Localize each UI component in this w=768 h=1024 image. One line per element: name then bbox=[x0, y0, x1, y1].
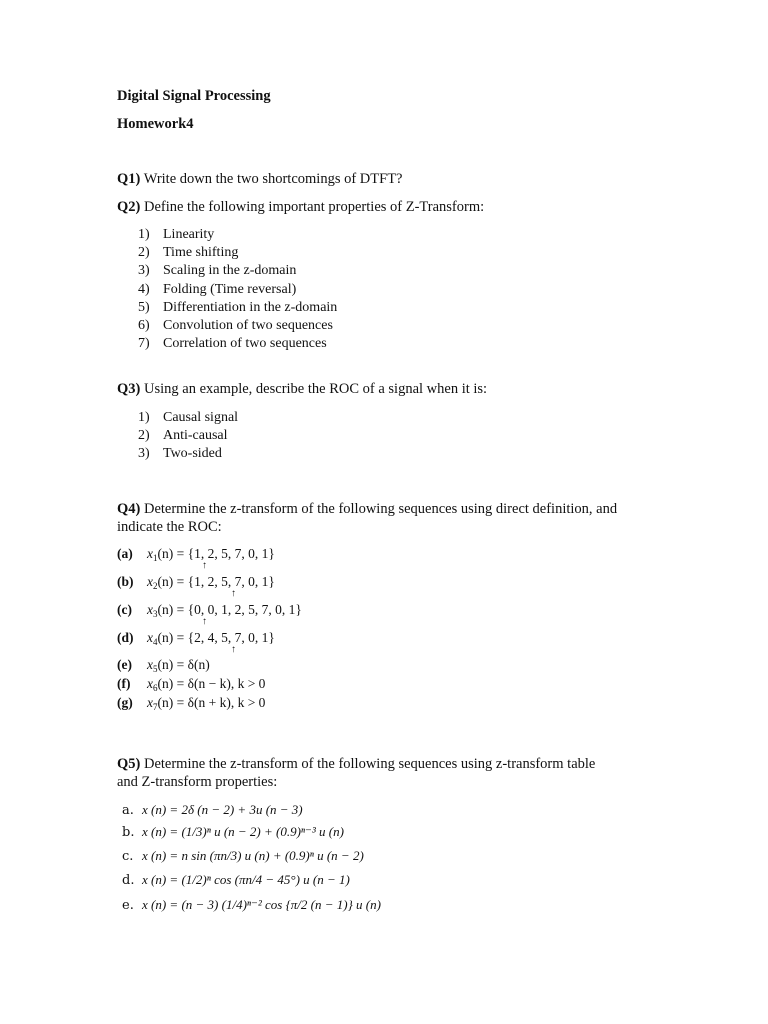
list-item: 6) Convolution of two sequences bbox=[138, 317, 333, 333]
list-item: 5) Differentiation in the z-domain bbox=[138, 299, 338, 315]
sequence-g: (g) $x_7(n) = \delta(n + k)$, k > 0 bbox=[117, 695, 266, 712]
sequence-e: (e) $x_5(n) = \delta(n)$ bbox=[117, 657, 210, 674]
question-2-text: Define the following important properties of Z-Transform: bbox=[140, 199, 485, 215]
sequence-f: (f) $x_6(n) = \delta(n - k)$, k > 0 bbox=[117, 676, 266, 693]
expression-d: d. x (n) = (1/2)ⁿ cos (πn/4 − 45°) u (n − 1) bbox=[122, 872, 350, 888]
list-item: 7) Correlation of two sequences bbox=[138, 336, 327, 352]
list-item: 3) Two-sided bbox=[138, 446, 222, 462]
question-3-list bbox=[138, 409, 338, 464]
list-item: 1) Causal signal bbox=[138, 410, 239, 425]
origin-arrow-icon: ↑ bbox=[202, 616, 207, 627]
question-5-text-line2: and Z-transform properties: bbox=[117, 774, 278, 790]
question-4 bbox=[117, 501, 617, 518]
question-2-list bbox=[138, 226, 398, 353]
sequence-a: (a) $x_1(n) = \{1$, 2, 5, 7, 0, 1} bbox=[117, 546, 275, 563]
sequence-d: (d) $x_4(n) = \{2$, 4, 5, 7, 0, 1} bbox=[117, 630, 275, 647]
question-4-label: Q4) bbox=[117, 501, 141, 517]
list-item: 3) Scaling in the z-domain bbox=[138, 263, 297, 279]
course-title: Digital Signal Processing bbox=[117, 88, 271, 104]
list-item: 1) Linearity bbox=[138, 227, 215, 242]
list-item: 2) Time shifting bbox=[138, 245, 239, 261]
expression-b: b. x (n) = (1/3)ⁿ u (n − 2) + (0.9)ⁿ⁻³ u (n) bbox=[122, 824, 344, 840]
list-item: 2) Anti-causal bbox=[138, 428, 228, 444]
list-item: 4) Folding (Time reversal) bbox=[138, 281, 297, 297]
origin-arrow-icon: ↑ bbox=[202, 560, 207, 571]
question-1-text: Write down the two shortcomings of DTFT? bbox=[140, 171, 403, 187]
question-2 bbox=[117, 199, 484, 216]
question-5-label: Q5) bbox=[117, 756, 141, 772]
question-3-label: Q3) bbox=[117, 381, 141, 397]
question-3-text: Using an example, describe the ROC of a signal when it is: bbox=[140, 381, 488, 397]
question-1 bbox=[117, 171, 403, 188]
question-5 bbox=[117, 756, 595, 773]
homework-title: Homework4 bbox=[117, 116, 194, 132]
origin-arrow-icon: ↑ bbox=[231, 644, 236, 655]
question-3 bbox=[117, 381, 487, 398]
sequence-c: (c) $x_3(n) = \{0$, 0, 1, 2, 5, 7, 0, 1} bbox=[117, 602, 302, 619]
question-5-text-line1: Determine the z-transform of the following sequences using z-transform table bbox=[140, 756, 596, 772]
question-2-label: Q2) bbox=[117, 199, 141, 215]
sequence-b: (b) $x_2(n) = \{1$, 2, 5, 7, 0, 1} bbox=[117, 574, 275, 591]
question-4-text-line1: Determine the z-transform of the following sequences using direct definition, and bbox=[140, 501, 618, 517]
expression-a: a. x (n) = 2δ (n − 2) + 3u (n − 3) bbox=[122, 802, 303, 818]
question-1-label: Q1) bbox=[117, 171, 141, 187]
expression-c: c. x (n) = n sin (πn/3) u (n) + (0.9)ⁿ u (n − 2) bbox=[122, 848, 364, 864]
origin-arrow-icon: ↑ bbox=[231, 588, 236, 599]
question-4-text-line2: indicate the ROC: bbox=[117, 519, 222, 535]
expression-e: e. x (n) = (n − 3) (1/4)ⁿ⁻² cos {π/2 (n − 1)} u (n) bbox=[122, 897, 381, 913]
